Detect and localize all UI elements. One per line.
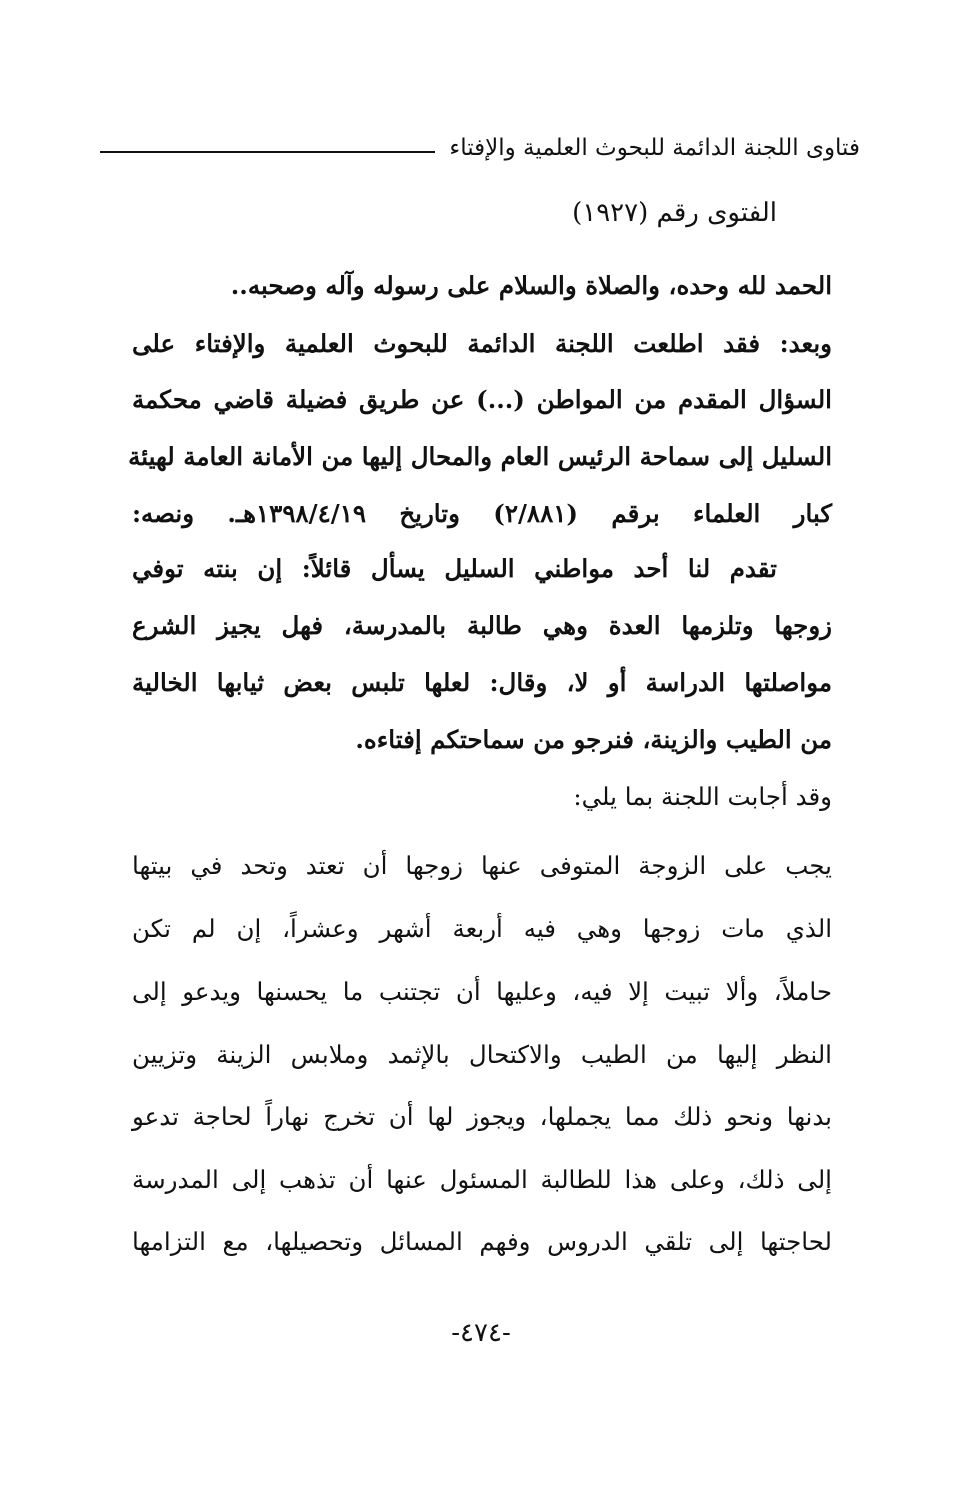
answer-intro: وقد أجابت اللجنة بما يلي: [573, 782, 832, 811]
answer-line: الذي مات زوجها وهي فيه أربعة أشهر وعشراً، إن لم تكن [132, 914, 832, 943]
question-line: السليل إلى سماحة الرئيس العام والمحال إليها من الأمانة العامة لهيئة [128, 442, 832, 471]
fatwa-number: الفتوى رقم (١٩٢٧) [572, 198, 777, 228]
question-line: السؤال المقدم من المواطن (...) عن طريق فضيلة قاضي محكمة [132, 385, 832, 414]
question-line: من الطيب والزينة، فنرجو من سماحتكم إفتاءه. [355, 725, 832, 754]
question-line: تقدم لنا أحد مواطني السليل يسأل قائلاً: إن بنته توفي [132, 554, 777, 583]
page-number: -٤٧٤- [451, 1318, 511, 1348]
answer-line: يجب على الزوجة المتوفى عنها زوجها أن تعتد وتحد في بيتها [132, 851, 832, 880]
answer-line: بدنها ونحو ذلك مما يجملها، ويجوز لها أن تخرج نهاراً لحاجة تدعو [132, 1102, 832, 1131]
answer-line: النظر إليها من الطيب والاكتحال بالإثمد وملابس الزينة وتزيين [132, 1040, 832, 1069]
question-line: زوجها وتلزمها العدة وهي طالبة بالمدرسة، فهل يجيز الشرع [132, 611, 832, 640]
question-line: مواصلتها الدراسة أو لا، وقال: لعلها تلبس بعض ثيابها الخالية [132, 668, 832, 697]
answer-line: حاملاً، وألا تبيت إلا فيه، وعليها أن تجتنب ما يحسنها ويدعو إلى [132, 977, 832, 1006]
answer-line: إلى ذلك، وعلى هذا للطالبة المسئول عنها أن تذهب إلى المدرسة [132, 1165, 832, 1194]
question-line: الحمد لله وحده، والصلاة والسلام على رسوله وآله وصحبه.. [230, 271, 832, 300]
answer-line: لحاجتها إلى تلقي الدروس وفهم المسائل وتحصيلها، مع التزامها [132, 1227, 832, 1256]
question-line: وبعد: فقد اطلعت اللجنة الدائمة للبحوث العلمية والإفتاء على [132, 329, 832, 358]
question-line: كبار العلماء برقم (٢/٨٨١) وتاريخ ١٣٩٨/٤/١٩هـ. ونصه: [132, 499, 832, 528]
header-rule [100, 151, 435, 153]
header-title: فتاوى اللجنة الدائمة للبحوث العلمية والإفتاء [449, 135, 860, 161]
running-header [100, 128, 860, 168]
